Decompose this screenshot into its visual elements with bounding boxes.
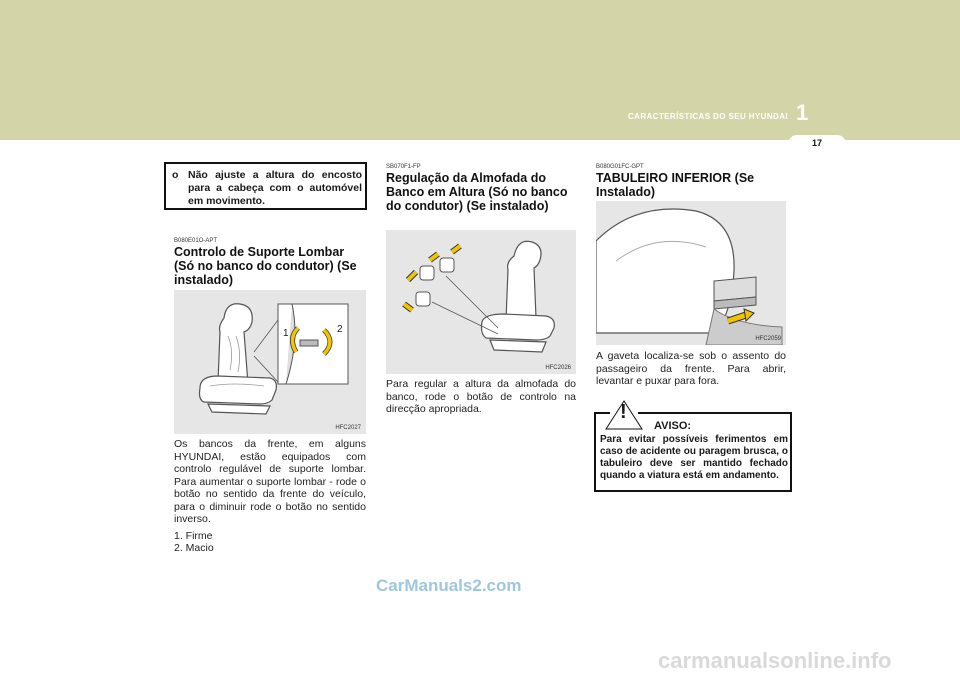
chapter-title: CARACTERÍSTICAS DO SEU HYUNDAI (627, 112, 788, 121)
section-heading: Controlo de Suporte Lombar (Só no banco do condutor) (Se instalado) (174, 245, 357, 287)
cushion-section (386, 164, 576, 213)
cushion-seat-illustration (386, 230, 576, 374)
cushion-text (386, 378, 576, 416)
warning-mark: ! (620, 401, 627, 423)
section-code: SB070F1-FP (386, 164, 421, 170)
tray-text (596, 350, 786, 388)
cushion-body: Para regular a altura da almofada do banco, rode o botão de controlo na direcção apropriada. (386, 378, 576, 415)
watermark-carmanualsonline: carmanualsonline.info (658, 648, 892, 673)
chapter-number: 1 (796, 100, 809, 125)
section-heading: TABULEIRO INFERIOR (Se Instalado) (596, 171, 755, 199)
page-number: 17 (811, 138, 822, 148)
lumbar-text (174, 438, 366, 555)
section-code: B080E01O-APT (174, 238, 218, 244)
warning-bullet: o (172, 169, 179, 181)
lumbar-body: Os bancos da frente, em alguns HYUNDAI, estão equipados com controlo regulável de suporte lombar. Para aumentar o suporte lombar - rode o botão no sentido da frente do veículo, para o diminuir rode o botão no sentido inverso. (174, 438, 366, 525)
section-code: B080G01FC-GPT (596, 164, 644, 170)
header-band (0, 0, 960, 140)
tray-illustration (596, 201, 786, 345)
aviso-title: AVISO: (654, 420, 692, 432)
lumbar-seat-illustration (174, 290, 366, 434)
watermark-carmanuals2: CarManuals2.com (376, 576, 522, 595)
list-item-soft: 2. Macio (174, 542, 214, 554)
image-code: HFC2026 (545, 365, 571, 371)
tray-body: A gaveta localiza-se sob o assento do passageiro da frente. Para abrir, levantar e puxar para fora. (596, 350, 786, 387)
aviso-warning-box (594, 401, 792, 492)
image-code: HFC2059 (755, 336, 781, 342)
warning-text: Não ajuste a altura do encosto para a cabeça com o automóvel em movimento. (188, 169, 362, 207)
callout-2: 2 (337, 324, 343, 335)
image-code: HFC2027 (335, 425, 361, 431)
headrest-warning-box (164, 162, 367, 210)
lumbar-section (174, 238, 366, 287)
aviso-body: Para evitar possíveis ferimentos em caso de acidente ou paragem brusca, o tabuleiro deve ser mantido fechado quando a viatura está em andamento. (600, 434, 788, 481)
tray-section (596, 164, 786, 199)
callout-1: 1 (283, 328, 289, 339)
section-heading: Regulação da Almofada do Banco em Altura (Só no banco do condutor) (Se instalado) (386, 171, 568, 213)
list-item-firm: 1. Firme (174, 529, 213, 542)
